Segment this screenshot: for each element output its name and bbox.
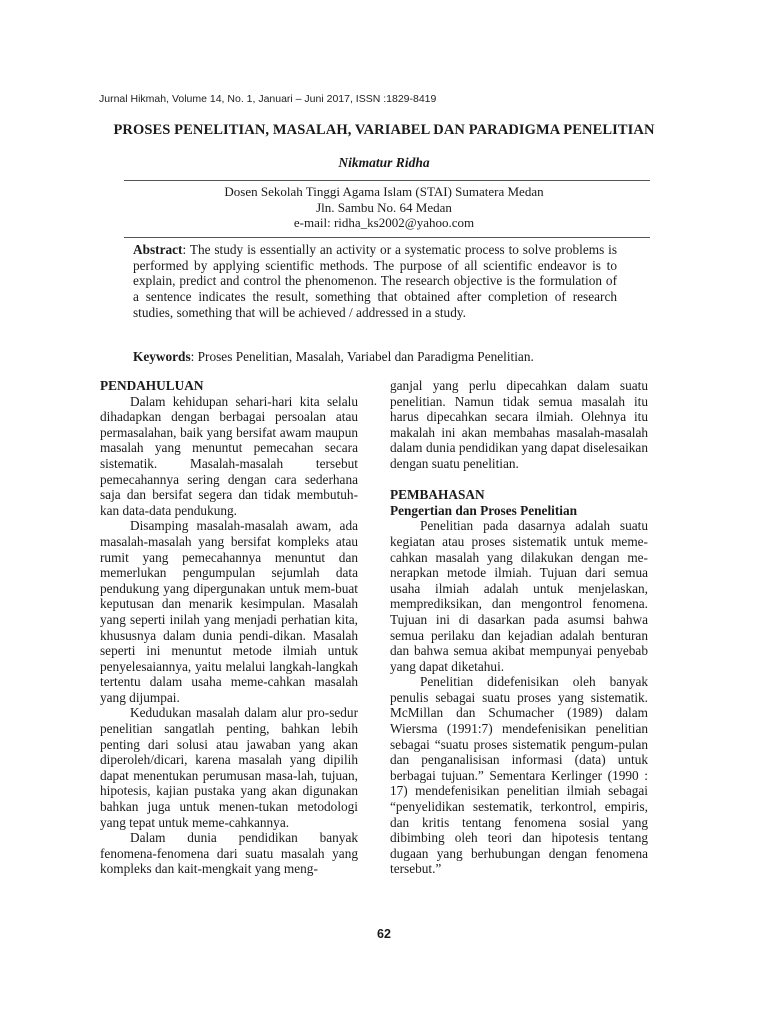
keywords-block: [133, 349, 617, 365]
body-paragraph: Kedudukan masalah dalam alur pro-sedur penelitian sangatlah penting, bahkan lebih penting dari solusi atau jawaban yang akan diperoleh/dicari, karena masalah yang dipilih dapat menentukan perumusan masa-lah, tujuan, hipotesis, kajian pustaka yang akan digunakan bahkan juga untuk menen-tukan metodologi yang tepat untuk meme-cahkannya.: [100, 705, 358, 830]
author-name: Nikmatur Ridha: [338, 155, 430, 170]
bottom-divider: [124, 237, 650, 238]
top-divider: [124, 180, 650, 181]
right-column: [390, 378, 648, 877]
keywords-label: Keywords: [133, 349, 191, 364]
body-paragraph: Penelitian pada dasarnya adalah suatu kegiatan atau proses sistematik untuk meme-cahkan masalah yang dilakukan dengan me-nerapkan metode ilmiah. Tujuan dari semua usaha ilmiah adalah untuk menjelaskan, memprediksikan, dan mengontrol fenomena. Tujuan ini di dasarkan pada asumsi bahwa semua perilaku dan kejadian adalah benturan dan bahwa semua akibat mempunyai penyebab yang dapat diketahui.: [390, 518, 648, 674]
abstract-label: Abstract: [133, 242, 183, 257]
journal-header: Jurnal Hikmah, Volume 14, No. 1, Januari – Juni 2017, ISSN :1829-8419: [99, 93, 437, 105]
body-paragraph: Dalam dunia pendidikan banyak fenomena-fenomena dari suatu masalah yang kompleks dan kait-mengkait yang meng-: [100, 830, 358, 877]
affiliation-address: Jln. Sambu No. 64 Medan: [316, 199, 452, 215]
affiliation-block: [0, 184, 768, 231]
affiliation-email: e-mail: ridha_ks2002@yahoo.com: [293, 215, 475, 230]
page-number: 62: [377, 927, 391, 941]
body-paragraph: Dalam kehidupan sehari-hari kita selalu dihadapkan dengan berbagai persoalan atau permasalahan, baik yang bersifat awam maupun masalah yang menuntut pemecahan secara sistematik. Masalah-masalah tersebut pemecahannya sering dengan cara sederhana saja dan bersifat segera dan tidak membutuh-kan data-data pendukung.: [100, 393, 358, 518]
keywords-text: : Proses Penelitian, Masalah, Variabel dan Paradigma Penelitian.: [190, 349, 534, 364]
affiliation-institution: Dosen Sekolah Tinggi Agama Islam (STAI) Sumatera Medan: [224, 184, 544, 199]
spacer: [390, 472, 648, 488]
section-heading-pembahasan: PEMBAHASAN: [390, 487, 485, 503]
body-paragraph: Disamping masalah-masalah awam, ada masalah-masalah yang bersifat kompleks atau rumit yang pemecahannya menuntut dan memerlukan pengumpulan sejumlah data pendukung yang dipergunakan untuk mem-buat keputusan dan menarik kesimpulan. Masalah yang seperti inilah yang menjadi perhatian kita, khususnya dalam dunia pendi-dikan. Masalah seperti ini menuntut metode ilmiah untuk penyelesaiannya, yaitu melalui langkah-langkah tertentu dalam usaha meme-cahkan masalah yang dijumpai.: [100, 518, 358, 705]
abstract-text: : The study is essentially an activity or a systematic process to solve problems is performed by applying scientific methods. The purpose of all scientific endeavor is to explain, predict and control the phenomenon. The research objective is the formulation of a sentence indicates the result, something that obtained after completion of research studies, something that will be achieved / addressed in a study.: [133, 242, 617, 320]
paper-title: PROSES PENELITIAN, MASALAH, VARIABEL DAN PARADIGMA PENELITIAN: [113, 122, 655, 138]
body-paragraph-continuation: ganjal yang perlu dipecahkan dalam suatu penelitian. Namun tidak semua masalah itu harus dipecahkan secara ilmiah. Olehnya itu makalah ini akan membahas masalah-masalah dalam dunia pendidikan yang dapat diselesaikan dengan suatu penelitian.: [390, 378, 648, 471]
subsection-heading: Pengertian dan Proses Penelitian: [390, 502, 578, 518]
abstract-block: [133, 242, 617, 321]
section-heading-pendahuluan: PENDAHULUAN: [100, 378, 204, 393]
body-paragraph: Penelitian didefenisikan oleh banyak penulis sebagai suatu proses yang sistematik. McMillan dan Schumacher (1989) dalam Wiersma (1991:7) mendefenisikan penelitian sebagai “suatu proses sistematik pengum-pulan dan penganalisisan informasi (data) untuk berbagai tujuan.” Sementara Kerlinger (1990 : 17) mendefenisikan penelitian ilmiah sebagai “penyelidikan sestematik, terkontrol, empiris, dan kritis tentang fenomena sosial yang dibimbing oleh teori dan hipotesis tentang dugaan yang berhubungan dengan fenomena tersebut.”: [390, 674, 648, 877]
left-column: [100, 378, 358, 877]
